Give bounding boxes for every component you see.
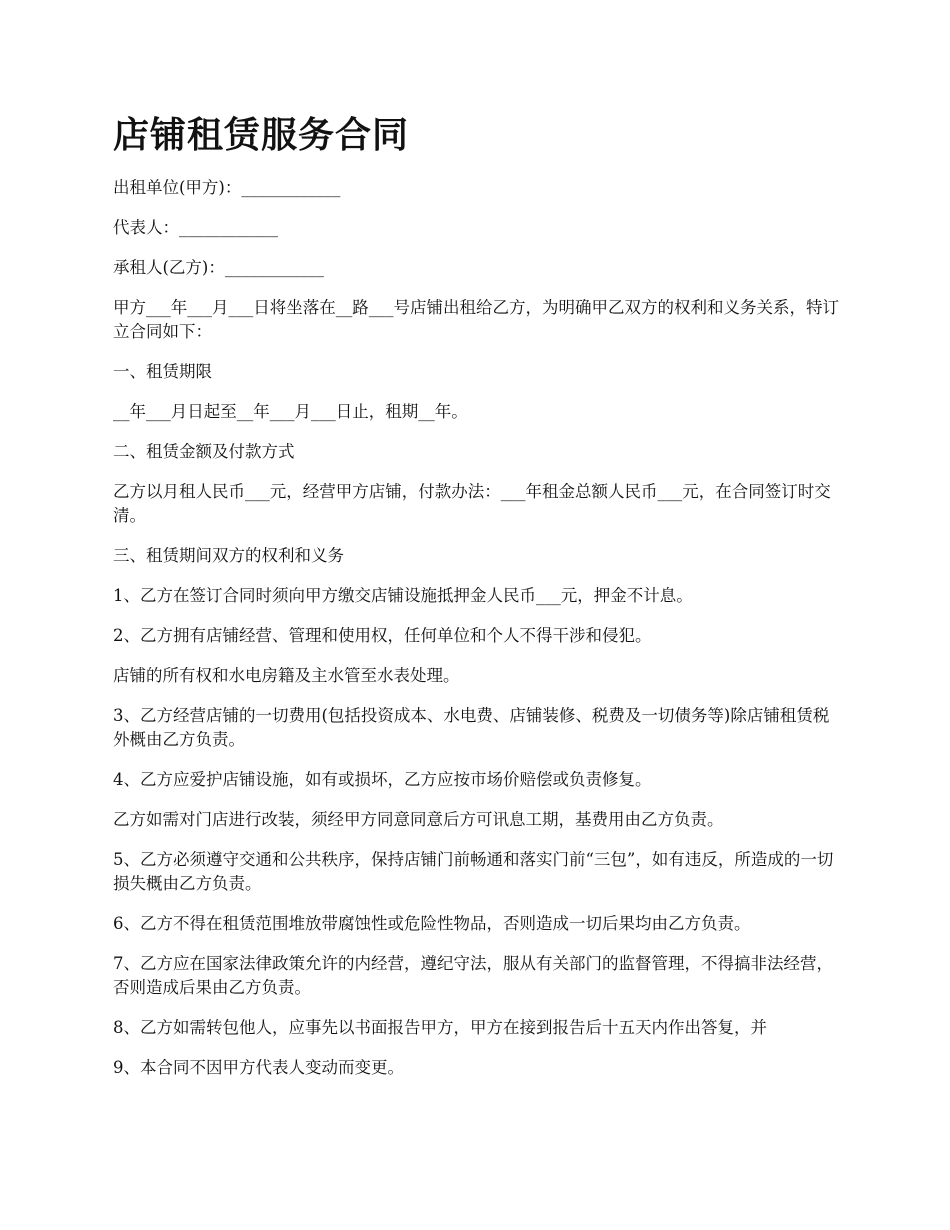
- payment-paragraph: 乙方以月租人民币___元，经营甲方店铺，付款办法：___年租金总额人民币___元，在合同签订时交清。: [113, 482, 831, 525]
- intro-paragraph: 甲方___年___月___日将坐落在__路___号店铺出租给乙方，为明确甲乙双方的权利和义务关系，特订立合同如下：: [113, 298, 839, 341]
- clause-9: 9、本合同不因甲方代表人变动而变更。: [113, 1058, 404, 1077]
- clause-4: 4、乙方应爱护店铺设施，如有或损坏，乙方应按市场价赔偿或负责修复。: [113, 770, 652, 789]
- representative-line: 代表人：____________: [113, 218, 278, 237]
- clause-6: 6、乙方不得在租赁范围堆放带腐蚀性或危险性物品，否则造成一切后果均由乙方负责。: [113, 914, 751, 933]
- section-heading-rights: 三、租赁期间双方的权利和义务: [113, 546, 344, 565]
- term-paragraph: __年___月日起至__年___月___日止，租期__年。: [113, 402, 468, 421]
- lessor-line: 出租单位(甲方)：____________: [113, 178, 341, 197]
- clause-1: 1、乙方在签订合同时须向甲方缴交店铺设施抵押金人民币___元，押金不计息。: [113, 586, 693, 605]
- document-title: 店铺租赁服务合同: [113, 114, 410, 156]
- ownership-paragraph: 店铺的所有权和水电房籍及主水管至水表处理。: [113, 666, 460, 685]
- clause-5: 5、乙方必须遵守交通和公共秩序，保持店铺门前畅通和落实门前“三包”，如有违反，所造成的一切损失概由乙方负责。: [113, 850, 834, 893]
- clause-3: 3、乙方经营店铺的一切费用(包括投资成本、水电费、店铺装修、税费及一切债务等)除店铺租赁税外概由乙方负责。: [113, 706, 830, 749]
- clause-8: 8、乙方如需转包他人，应事先以书面报告甲方，甲方在接到报告后十五天内作出答复，并: [113, 1018, 767, 1037]
- clause-2: 2、乙方拥有店铺经营、管理和使用权，任何单位和个人不得干涉和侵犯。: [113, 626, 652, 645]
- section-heading-payment: 二、租赁金额及付款方式: [113, 442, 295, 461]
- document-page: [113, 108, 843, 1096]
- section-heading-term: 一、租赁期限: [113, 362, 212, 381]
- lessee-line: 承租人(乙方)：____________: [113, 258, 324, 277]
- clause-7: 7、乙方应在国家法律政策允许的内经营，遵纪守法，服从有关部门的监督管理，不得搞非法经营，否则造成后果由乙方负责。: [113, 954, 833, 997]
- renovation-paragraph: 乙方如需对门店进行改装，须经甲方同意同意后方可讯息工期，基费用由乙方负责。: [113, 810, 724, 829]
